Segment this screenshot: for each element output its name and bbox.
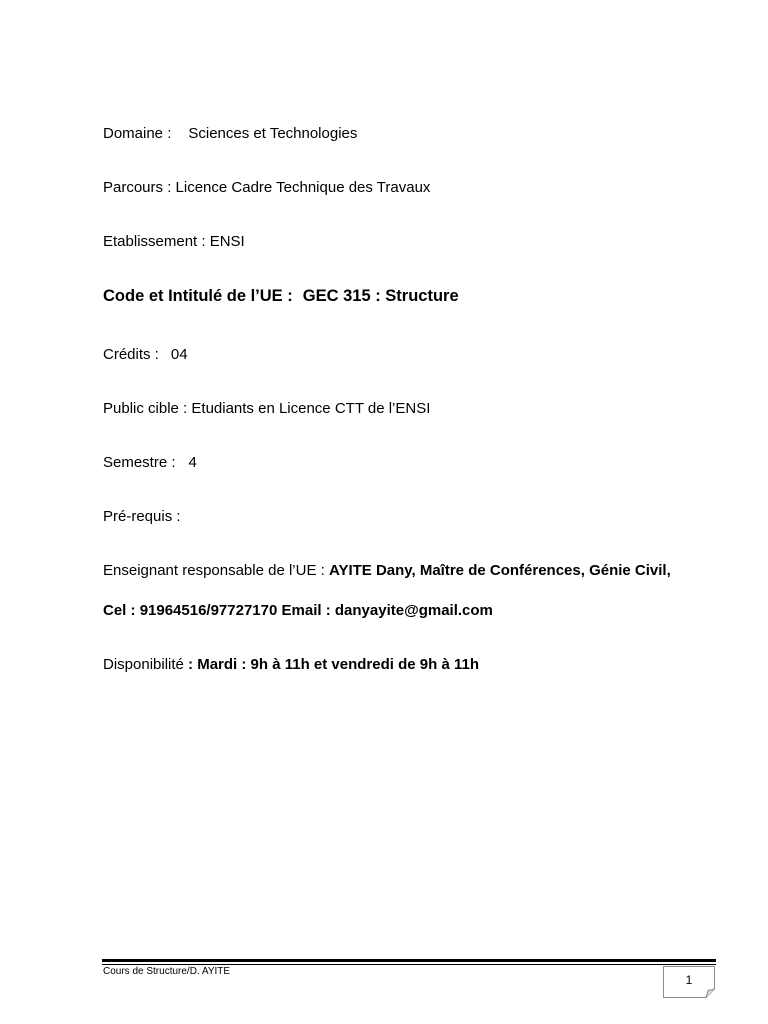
etablissement-label: Etablissement : [103, 233, 206, 250]
disponibilite-label: Disponibilité [103, 656, 184, 673]
parcours-line [103, 178, 430, 198]
cel-value: 91964516/97727170 [139, 602, 278, 619]
credits-label: Crédits : [103, 346, 159, 363]
disponibilite-line [103, 655, 479, 675]
public-cible-value: Etudiants en Licence CTT de l’ENSI [191, 400, 431, 417]
prerequis-line [103, 507, 181, 527]
page-number-box [663, 966, 715, 998]
prerequis-label: Pré-requis : [103, 508, 181, 525]
domaine-value: Sciences et Technologies [188, 125, 358, 142]
ue-heading [103, 286, 459, 306]
semestre-line [103, 453, 197, 473]
public-cible-label: Public cible : [103, 400, 188, 417]
enseignant-value: AYITE Dany, Maître de Conférences, Génie Civil, [328, 562, 671, 579]
semestre-label: Semestre : [103, 454, 176, 471]
credits-value: 04 [170, 346, 188, 363]
ue-value: GEC 315 : Structure [302, 287, 459, 305]
ue-label: Code et Intitulé de l’UE : [103, 287, 293, 305]
email-value: danyayite@gmail.com [334, 602, 493, 619]
etablissement-value: ENSI [209, 233, 245, 250]
footer-rule-secondary [102, 964, 716, 965]
contact-line [103, 601, 493, 621]
disponibilite-value: : Mardi : 9h à 11h et vendredi de 9h à 11h [188, 656, 479, 673]
domaine-label: Domaine : [103, 125, 172, 142]
public-cible-line [103, 399, 430, 419]
page-number: 1 [685, 973, 693, 987]
footer-rule [102, 959, 716, 962]
enseignant-label: Enseignant responsable de l’UE : [103, 562, 325, 579]
footer-text: Cours de Structure/D. AYITE [103, 966, 231, 977]
semestre-value: 4 [188, 454, 197, 471]
parcours-value: Licence Cadre Technique des Travaux [175, 179, 431, 196]
etablissement-line [103, 232, 245, 252]
enseignant-line [103, 561, 671, 581]
credits-line [103, 345, 188, 365]
domaine-line [103, 124, 357, 144]
parcours-label: Parcours : [103, 179, 172, 196]
email-label: Email : [281, 602, 331, 619]
cel-label: Cel : [103, 602, 136, 619]
